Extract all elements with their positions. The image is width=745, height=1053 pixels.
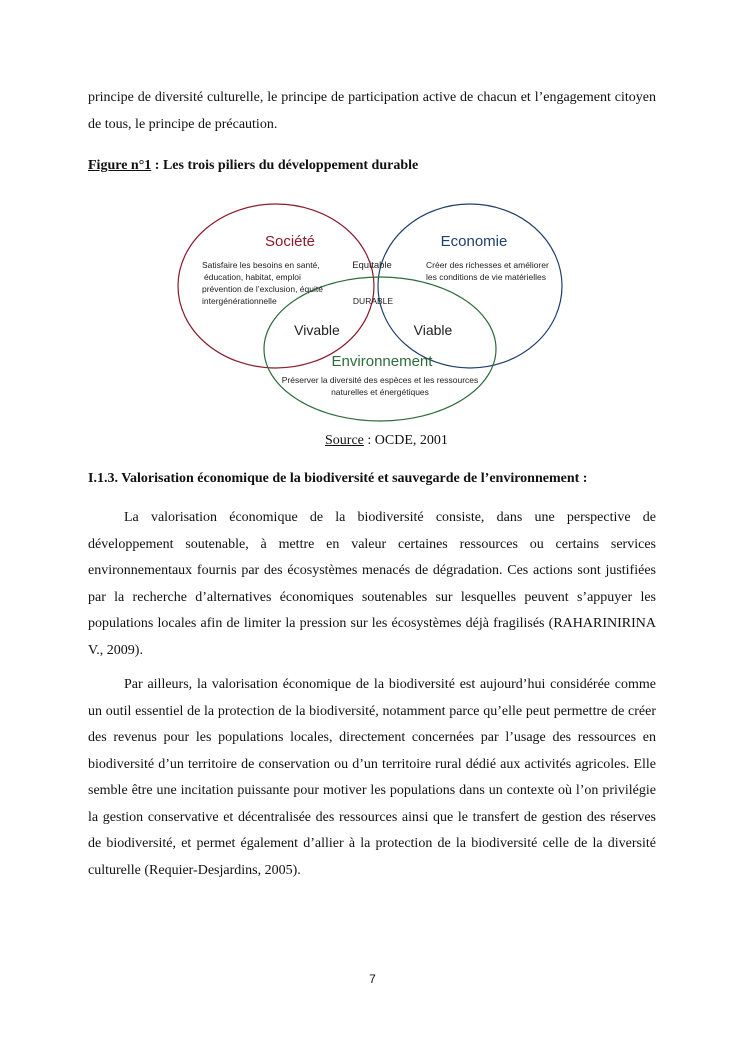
economie-circle (378, 204, 562, 368)
source-label: Source (325, 433, 364, 448)
figure-label: Figure n°1 (88, 158, 152, 173)
societe-line: intergénérationnelle (202, 296, 277, 306)
durable-label: DURABLE (352, 296, 394, 306)
viable-label: Viable (413, 322, 453, 338)
figure-source (325, 431, 448, 451)
societe-line: prévention de l’exclusion, équité (202, 284, 323, 294)
intro-paragraph: principe de diversité culturelle, le principe de participation active de chacun et l’engagement citoyen de tous, le principe de précaution. (88, 90, 656, 132)
body-paragraph: Par ailleurs, la valorisation économique de la biodiversité est aujourd’hui considérée comme un outil essentiel de la protection de la biodiversité, notamment parce qu’elle peut permettre de créer des revenus pour les populations locales, directement concernées par l’usage des ressources en biodiversité d’un territoire de conservation ou d’un territoire rural dédié aux activités agricoles. Elle semble être une incitation puissante pour motiver les populations dans un contexte où l’on privilégie la gestion conservative et décentralisée des ressources ainsi que le transfert de gestion des réserves de biodiversité, et permet également d’allier à la protection de la biodiversité celle de la diversité culturelle (Requier-Desjardins, 2005). (88, 677, 656, 878)
societe-title: Société (264, 233, 316, 250)
vivable-label: Vivable (294, 322, 340, 338)
societe-line: éducation, habitat, emploi (204, 272, 301, 282)
body-paragraph: La valorisation économique de la biodiversité consiste, dans une perspective de développement soutenable, à mettre en valeur certaines ressources ou certains services environnementaux fournis par des écosystèmes menacés de dégradation. Ces actions sont justifiées par la recherche d’alternatives économiques soutenables sur lesquelles peuvent s’appuyer les populations locales afin de limiter la pression sur les écosystèmes déjà fragilisés (RAHARINIRINA V., 2009). (88, 510, 656, 658)
economie-line: les conditions de vie matérielles (426, 272, 547, 282)
figure-title: : Les trois piliers du développement durable (151, 158, 419, 173)
equitable-label: Equitable (352, 260, 392, 271)
environnement-line: naturelles et énergétiques (331, 387, 429, 397)
environnement-line: Préserver la diversité des espèces et les ressources (281, 375, 479, 385)
source-text: : OCDE, 2001 (363, 433, 448, 448)
venn-diagram (174, 200, 566, 428)
economie-line: Créer des richesses et améliorer (426, 260, 549, 270)
page-number: 7 (369, 972, 376, 986)
section-heading: I.1.3. Valorisation économique de la biodiversité et sauvegarde de l’environnement : (88, 471, 588, 486)
figure-caption (88, 153, 656, 180)
environnement-title: Environnement (331, 353, 433, 370)
societe-line: Satisfaire les besoins en santé, (202, 260, 320, 270)
economie-title: Economie (440, 233, 508, 250)
